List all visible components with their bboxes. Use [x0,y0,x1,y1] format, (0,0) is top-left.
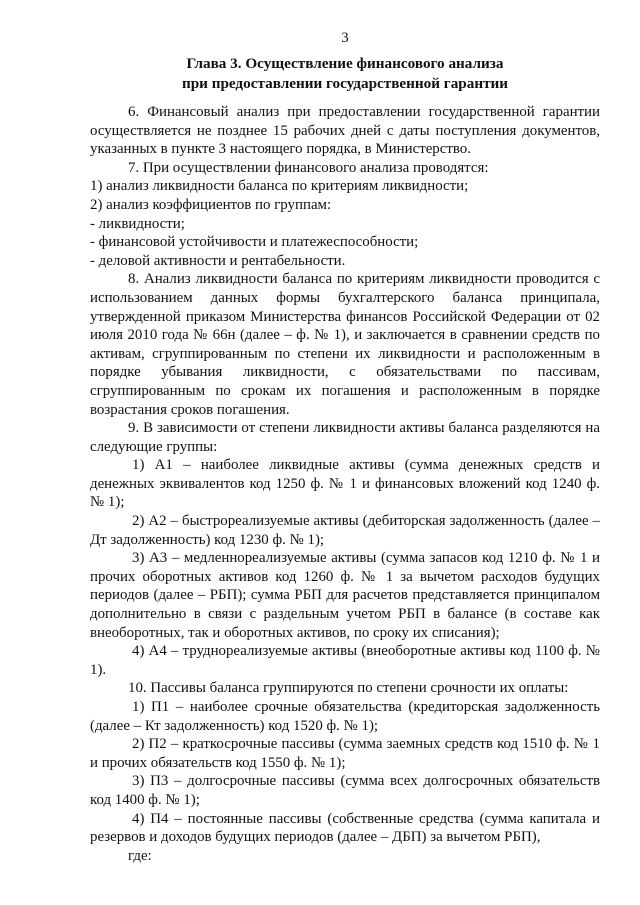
list-item: - ликвидности; [90,215,185,232]
document-body [90,103,600,865]
list-item: 4) П4 – постоянные пассивы (собственные средства (сумма капитала и резервов и доходов будущих периодов (далее – ДБП) за вычетом РБП), [90,810,600,846]
chapter-heading-line-1: Глава 3. Осуществление финансового анализа [186,55,504,72]
paragraph-8: 8. Анализ ликвидности баланса по критериям ликвидности проводится с использованием данных формы бухгалтерского баланса принципала, утвержденной приказом Министерства финансов Российской Федерации от 02 июля 2010 года № 66н (далее – ф. № 1), и заключается в сравнении средств по активам, сгруппированным по степени их ликвидности и расположенным в порядке убывания ликвидности, с обязательствами по пассивам, сгруппированным по срокам их погашения и расположенным в порядке возрастания сроков погашения. [90,271,600,418]
list-item: 1) А1 – наиболее ликвидные активы (сумма денежных средств и денежных эквивалентов код 1250 ф. № 1 и финансовых вложений код 1240 ф. № 1); [90,457,600,511]
paragraph-9: 9. В зависимости от степени ликвидности активы баланса разделяются на следующие группы: [90,420,600,455]
page-number: 3 [341,30,349,46]
list-item: 1) анализ ликвидности баланса по критериям ликвидности; [90,178,469,195]
list-item: 2) П2 – краткосрочные пассивы (сумма заемных средств код 1510 ф. № 1 и прочих обязательств код 1550 ф. № 1); [90,736,600,771]
list-item: 3) А3 – медленнореализуемые активы (сумма запасов код 1210 ф. № 1 и прочих оборотных активов код 1260 ф. № 1 за вычетом расходов будущих периодов (далее – РБП); сумма РБП для расчетов представляется принципалом дополнительно в связи с раздельным учетом РБП в балансе (в составе как внеоборотных, так и оборотных активов, по сроку их списания); [90,550,600,641]
list-item: - финансовой устойчивости и платежеспособности; [90,234,419,251]
paragraph-6: 6. Финансовый анализ при предоставлении государственной гарантии осуществляется не позднее 15 рабочих дней с даты поступления документов, указанных в пункте 3 настоящего порядка, в Министерство. [90,104,600,158]
list-item: 1) П1 – наиболее срочные обязательства (кредиторская задолженность (далее – Кт задолженность) код 1520 ф. № 1); [90,699,600,734]
paragraph-7: 7. При осуществлении финансового анализа проводятся: [128,159,489,176]
paragraph-10: 10. Пассивы баланса группируются по степени срочности их оплаты: [128,680,569,697]
chapter-heading-line-2: при предоставлении государственной гарантии [181,75,509,92]
paragraph-where: где: [128,847,152,864]
chapter-heading [90,54,600,94]
list-item: 4) А4 – труднореализуемые активы (внеоборотные активы код 1100 ф. № 1). [90,643,600,678]
list-item: 3) П3 – долгосрочные пассивы (сумма всех долгосрочных обязательств код 1400 ф. № 1); [90,773,600,808]
list-item: - деловой активности и рентабельности. [90,252,346,269]
list-item: 2) анализ коэффициентов по группам: [90,196,332,213]
list-item: 2) А2 – быстрореализуемые активы (дебиторская задолженность (далее – Дт задолженность) код 1230 ф. № 1); [90,513,600,548]
